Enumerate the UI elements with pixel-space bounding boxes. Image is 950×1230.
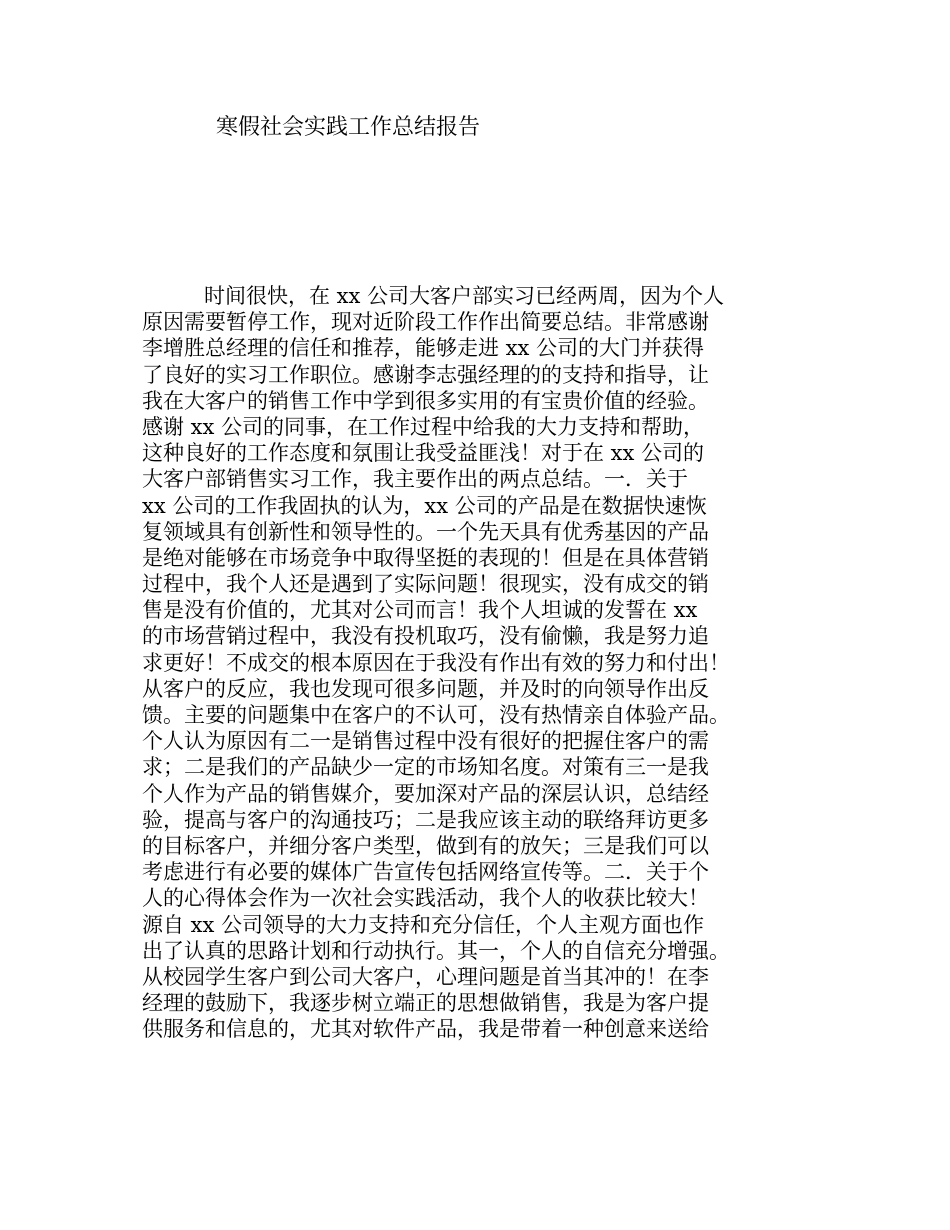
body-line: 馈。主要的问题集中在客户的不认可，没有热情亲自体验产品。 — [142, 703, 730, 727]
body-line: 感谢 xx 公司的同事，在工作过程中给我的大力支持和帮助， — [142, 414, 705, 439]
body-line: 我在大客户的销售工作中学到很多实用的有宝贵价值的经验。 — [142, 388, 709, 413]
body-line: 复领域具有创新性和领导性的。一个先天具有优秀基因的产品 — [142, 519, 709, 544]
body-line: 是绝对能够在市场竞争中取得坚挺的表现的！但是在具体营销 — [142, 545, 709, 570]
body-line: 大客户部销售实习工作，我主要作出的两点总结。一．关于 — [142, 467, 688, 492]
body-line: 从客户的反应，我也发现可很多问题，并及时的向领导作出反 — [142, 676, 709, 701]
body-line: 时间很快，在 xx 公司大客户部实习已经两周，因为个人 — [204, 284, 725, 308]
body-line: 售是没有价值的，尤其对公司而言！我个人坦诚的发誓在 xx — [142, 598, 698, 623]
body-line: 从校园学生客户到公司大客户，心理问题是首当其冲的！在李 — [142, 964, 709, 989]
body-line: 人的心得体会作为一次社会实践活动，我个人的收获比较大！ — [142, 886, 709, 911]
body-line: 了良好的实习工作职位。感谢李志强经理的的支持和指导，让 — [142, 362, 709, 387]
body-line: 的目标客户，并细分客户类型，做到有的放矢；三是我们可以 — [142, 833, 709, 858]
body-line: 原因需要暂停工作，现对近阶段工作作出简要总结。非常感谢 — [142, 310, 709, 335]
body-line: 经理的鼓励下，我逐步树立端正的思想做销售，我是为客户提 — [142, 991, 709, 1016]
body-line: 源自 xx 公司领导的大力支持和充分信任，个人主观方面也作 — [142, 912, 705, 937]
body-line: xx 公司的工作我固执的认为，xx 公司的产品是在数据快速恢 — [142, 493, 707, 518]
body-line: 验，提高与客户的沟通技巧；二是我应该主动的联络拜访更多 — [142, 807, 709, 832]
body-line: 过程中，我个人还是遇到了实际问题！很现实，没有成交的销 — [142, 572, 709, 597]
body-line: 考虑进行有必要的媒体广告宣传包括网络宣传等。二．关于个 — [142, 860, 709, 885]
body-line: 求更好！不成交的根本原因在于我没有作出有效的努力和付出！ — [142, 650, 730, 675]
body-line: 个人认为原因有二一是销售过程中没有很好的把握住客户的需 — [142, 729, 709, 754]
body-line: 的市场营销过程中，我没有投机取巧，没有偷懒，我是努力追 — [142, 624, 709, 649]
body-line: 供服务和信息的，尤其对软件产品，我是带着一种创意来送给 — [142, 1017, 709, 1042]
body-line: 这种良好的工作态度和氛围让我受益匪浅！对于在 xx 公司的 — [142, 441, 705, 466]
document-body — [142, 283, 842, 1042]
body-line: 个人作为产品的销售媒介，要加深对产品的深层认识，总结经 — [142, 781, 709, 806]
body-line: 李增胜总经理的信任和推荐，能够走进 xx 公司的大门并获得 — [142, 336, 705, 361]
body-line: 出了认真的思路计划和行动执行。其一，个人的自信充分增强。 — [142, 938, 730, 963]
body-line: 求；二是我们的产品缺少一定的市场知名度。对策有三一是我 — [142, 755, 709, 780]
document-title: 寒假社会实践工作总结报告 — [216, 115, 481, 140]
